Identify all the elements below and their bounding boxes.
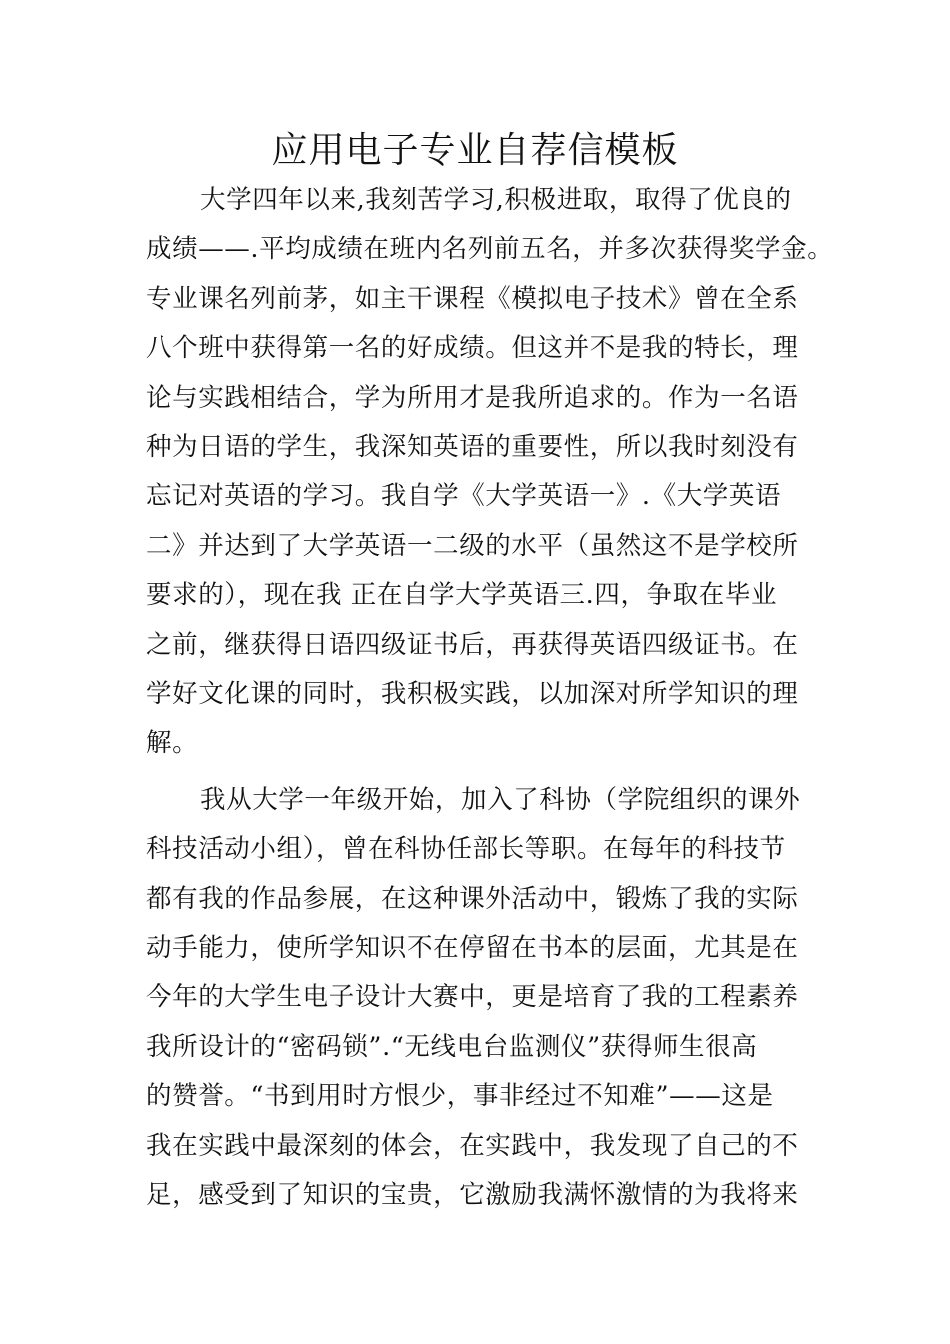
paragraph-2-line: 动手能力，使所学知识不在停留在书本的层面，尤其是在 [146,933,799,963]
paragraph-1-line: 大学四年以来,我刻苦学习,积极进取，取得了优良的 [200,185,792,215]
document-title: 应用电子专业自荐信模板 [271,130,679,171]
paragraph-2-line: 我所设计的“密码锁”.“无线电台监测仪”获得师生很高 [146,1032,758,1062]
paragraph-2-line: 都有我的作品参展，在这种课外活动中，锻炼了我的实际 [146,884,799,914]
paragraph-1-line: 论与实践相结合，学为所用才是我所追求的。作为一名语 [146,383,799,413]
paragraph-2-line: 科技活动小组），曾在科协任部长等职。在每年的科技节 [146,834,786,864]
paragraph-1-line: 解。 [146,728,199,758]
paragraph-1-line: 要求的），现在我 正在自学大学英语三.四，争取在毕业 [146,580,778,610]
paragraph-1-line: 成绩——.平均成绩在班内名列前五名，并多次获得奖学金。 [146,234,834,264]
paragraph-2-line: 我从大学一年级开始，加入了科协（学院组织的课外 [200,785,801,815]
paragraph-1-line: 学好文化课的同时，我积极实践，以加深对所学知识的理 [146,679,799,709]
paragraph-2-line: 的赞誉。“书到用时方恨少，事非经过不知难”——这是 [146,1081,774,1111]
paragraph-1-line: 八个班中获得第一名的好成绩。但这并不是我的特长，理 [146,333,799,363]
paragraph-2-line: 足，感受到了知识的宝贵，它激励我满怀激情的为我将来 [146,1180,799,1210]
paragraph-1-line: 之前，继获得日语四级证书后，再获得英语四级证书。在 [146,630,799,660]
paragraph-1-line: 二》并达到了大学英语一二级的水平（虽然这不是学校所 [146,531,799,561]
paragraph-1-line: 忘记对英语的学习。我自学《大学英语一》.《大学英语 [146,481,782,511]
paragraph-1-line: 种为日语的学生，我深知英语的重要性，所以我时刻没有 [146,432,799,462]
paragraph-2-line: 今年的大学生电子设计大赛中，更是培育了我的工程素养 [146,982,799,1012]
paragraph-2-line: 我在实践中最深刻的体会，在实践中，我发现了自己的不 [146,1131,799,1161]
paragraph-1-line: 专业课名列前茅，如主干课程《模拟电子技术》曾在全系 [146,284,799,314]
